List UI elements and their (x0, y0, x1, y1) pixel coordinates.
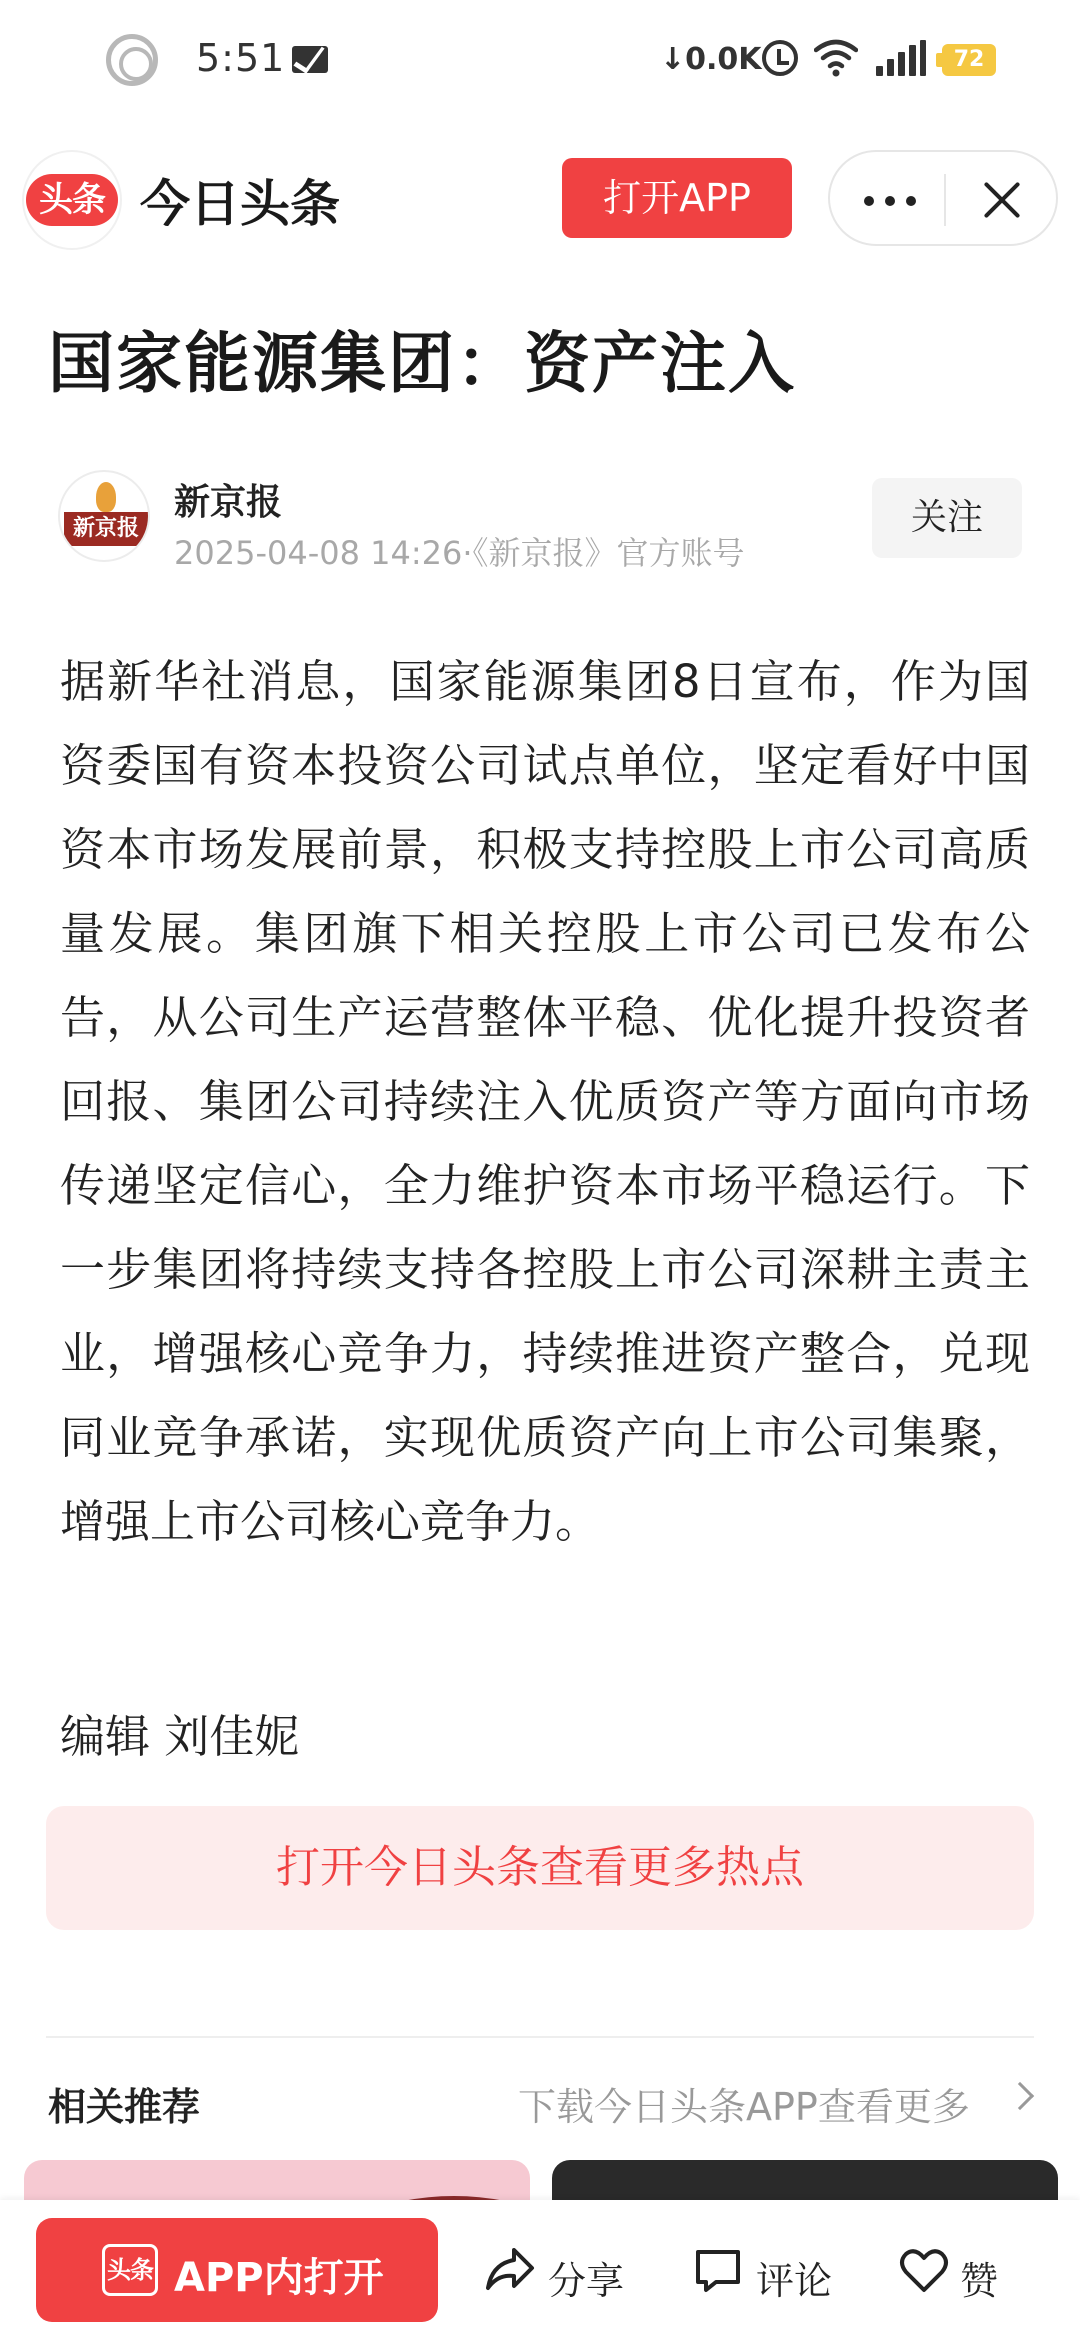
share-label: 分享 (548, 2259, 625, 2303)
author-avatar[interactable] (58, 470, 150, 562)
share-icon (484, 2244, 536, 2296)
mail-icon (292, 46, 328, 73)
more-icon[interactable] (860, 172, 920, 228)
like-button[interactable] (898, 2230, 1018, 2310)
wifi-icon (814, 38, 858, 78)
network-speed: ↓0.0K (660, 42, 762, 77)
chevron-right-icon[interactable] (1006, 2082, 1034, 2110)
logo-badge: 头条 (26, 174, 118, 226)
related-more-link[interactable]: 下载今日头条APP查看更多 (518, 2085, 970, 2129)
battery-icon: 72 (942, 44, 996, 76)
notification-dot-icon (106, 34, 158, 86)
avatar-flame-icon (96, 482, 116, 512)
toutiao-app-icon: 头条 (102, 2244, 158, 2296)
close-icon[interactable] (976, 174, 1028, 226)
open-in-app-label: APP内打开 (174, 2255, 384, 2301)
signal-icon (876, 40, 926, 76)
status-time: 5:51 (196, 36, 286, 80)
more-hot-topics-button[interactable]: 打开今日头条查看更多热点 (46, 1806, 1034, 1930)
bottom-action-bar (0, 2200, 1080, 2340)
article-title: 国家能源集团：资产注入 (48, 325, 796, 402)
app-name: 今日头条 (140, 175, 340, 233)
comment-button[interactable] (692, 2230, 842, 2310)
comment-label: 评论 (756, 2259, 833, 2303)
heart-icon (898, 2244, 950, 2296)
like-label: 赞 (960, 2259, 999, 2303)
status-bar (0, 0, 1080, 120)
avatar-text: 新京报 (64, 512, 148, 546)
article-body: 据新华社消息，国家能源集团8日宣布，作为国资委国有资本投资公司试点单位，坚定看好中国资本市场发展前景，积极支持控股上市公司高质量发展。集团旗下相关控股上市公司已发布公告，从公司生产运营整体平稳、优化提升投资者回报、集团公司持续注入优质资产等方面向市场传递坚定信心，全力维护资本市场平稳运行。下一步集团将持续支持各控股上市公司深耕主责主业，增强核心竞争力，持续推进资产整合，兑现同业竞争承诺，实现优质资产向上市公司集聚，增强上市公司核心竞争力。 (60, 655, 1030, 1548)
alarm-icon (762, 40, 798, 76)
comment-icon (692, 2244, 744, 2296)
open-app-button[interactable]: 打开APP (562, 158, 792, 238)
section-divider (46, 2036, 1034, 2038)
app-header (0, 140, 1080, 250)
author-meta: 2025-04-08 14:26·《新京报》官方账号 (174, 534, 745, 572)
author-name[interactable]: 新京报 (174, 482, 283, 523)
toutiao-logo[interactable] (24, 152, 120, 248)
follow-button[interactable]: 关注 (872, 478, 1022, 558)
open-in-app-button[interactable] (36, 2218, 438, 2322)
mini-program-capsule (828, 150, 1058, 246)
related-title: 相关推荐 (48, 2085, 201, 2129)
capsule-divider (944, 174, 946, 226)
article-editor: 编辑 刘佳妮 (60, 1710, 300, 1763)
share-button[interactable] (484, 2230, 634, 2310)
